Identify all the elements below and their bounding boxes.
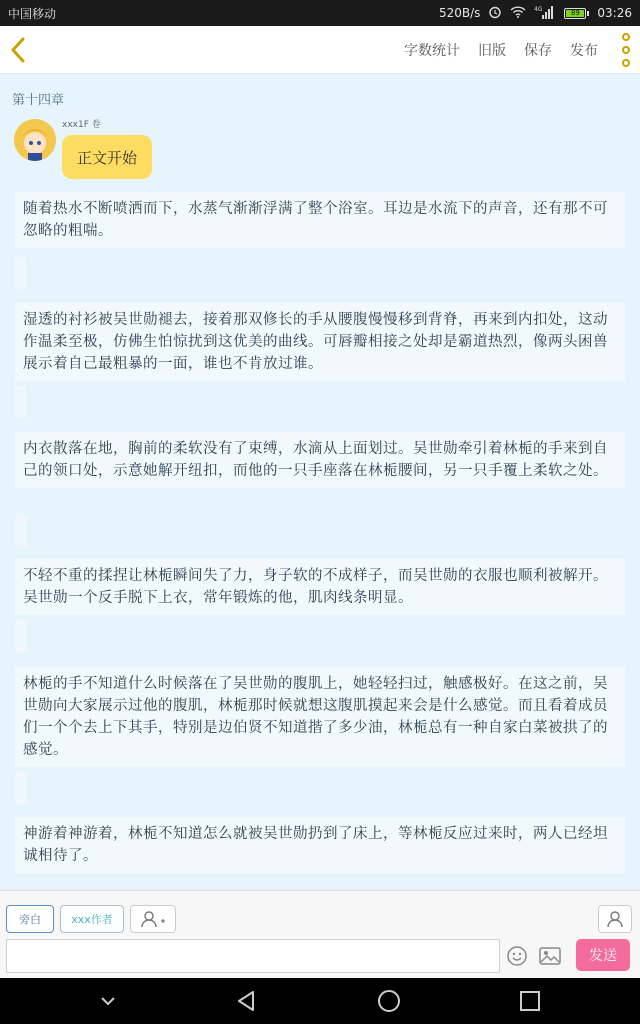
empty-line[interactable] [15, 386, 27, 418]
system-nav-bar [0, 978, 640, 1024]
emoji-icon[interactable] [506, 945, 528, 971]
more-menu-icon[interactable] [622, 33, 630, 67]
old-version-button[interactable]: 旧版 [478, 42, 506, 59]
paragraph[interactable]: 林栀的手不知道什么时候落在了吴世勋的腹肌上，她轻轻扫过，触感极好。在这之前，吴世勋向大家展示过他的腹肌，林栀那时候就想这腹肌摸起来会是什么感觉。而且看着成员们一个个去上下其手，特别是边伯贤不知道揩了多少油，林栀总有一种自家白菜被拱了的感觉。 [15, 667, 625, 767]
image-icon[interactable] [538, 945, 562, 971]
composer [0, 890, 640, 978]
publish-button[interactable]: 发布 [570, 42, 598, 59]
signal-icon [534, 5, 556, 22]
home-circle-icon [376, 988, 402, 1014]
network-type-label: 4G [534, 5, 543, 13]
empty-line[interactable] [15, 620, 27, 652]
save-button[interactable]: 保存 [524, 42, 552, 59]
word-count-button[interactable]: 字数统计 [404, 42, 460, 59]
back-triangle-icon [234, 989, 258, 1013]
paragraph[interactable]: 不轻不重的揉捏让林栀瞬间失了力，身子软的不成样子，而吴世勋的衣服也顺利被解开。吴世勋一个反手脱下上衣，常年锻炼的他，肌肉线条明显。 [15, 559, 625, 615]
user-icon [606, 910, 624, 928]
chevron-down-icon [99, 995, 117, 1007]
battery-icon [564, 8, 589, 19]
paragraph[interactable]: 内衣散落在地，胸前的柔软没有了束缚，水滴从上面划过。吴世勋牵引着林栀的手来到自己的领口处，示意她解开纽扣，而他的一只手座落在林栀腰间，另一只手覆上柔软之处。 [15, 432, 625, 488]
character-button[interactable] [598, 905, 632, 933]
paragraph[interactable]: 湿透的衬衫被吴世勋褪去，接着那双修长的手从腰腹慢慢移到背脊，再来到内扣处，这动作温柔至极，仿佛生怕惊扰到这优美的曲线。可唇瓣相接之处却是霸道热烈，像两头困兽展示着自己最粗暴的一面，谁也不肯放过谁。 [15, 303, 625, 381]
toolbar-actions [404, 33, 630, 67]
add-role-button[interactable] [130, 905, 176, 933]
alarm-icon [488, 5, 502, 22]
editor-toolbar [0, 26, 640, 74]
author-avatar[interactable] [14, 119, 56, 161]
clock: 03:26 [597, 6, 632, 20]
status-bar [0, 0, 640, 26]
chevron-left-icon [10, 37, 26, 63]
chapter-content [0, 75, 640, 890]
recents-square-icon [519, 990, 541, 1012]
send-button[interactable]: 发送 [576, 939, 630, 971]
nav-home-button[interactable] [376, 988, 402, 1014]
empty-line[interactable] [15, 772, 27, 804]
author-name: xxx1F 卷 [62, 120, 101, 130]
paragraph[interactable]: 随着热水不断喷洒而下，水蒸气渐渐浮满了整个浴室。耳边是水流下的声音，还有那不可忽略的粗喘。 [15, 192, 625, 248]
message-bubble[interactable]: 正文开始 [62, 135, 152, 179]
role-narration-chip[interactable]: 旁白 [6, 905, 54, 933]
back-button[interactable] [10, 30, 40, 70]
empty-line[interactable] [15, 257, 27, 289]
role-author-chip[interactable]: xxx作者 [60, 905, 124, 933]
wifi-icon [510, 6, 526, 21]
battery-percent: 89 [570, 8, 580, 17]
nav-hide-keyboard-button[interactable] [99, 995, 117, 1007]
message-input[interactable] [6, 939, 500, 973]
chapter-title: 第十四章 [12, 93, 65, 108]
carrier-label: 中国移动 [8, 6, 57, 21]
status-icons [439, 5, 632, 22]
add-user-icon [139, 910, 167, 928]
paragraph[interactable]: 神游着神游着，林栀不知道怎么就被吴世勋扔到了床上，等林栀反应过来时，两人已经坦诚相待了。 [15, 817, 625, 873]
network-speed: 520B/s [438, 6, 481, 20]
nav-recents-button[interactable] [519, 990, 541, 1012]
empty-line[interactable] [15, 515, 27, 547]
nav-back-button[interactable] [234, 989, 258, 1013]
